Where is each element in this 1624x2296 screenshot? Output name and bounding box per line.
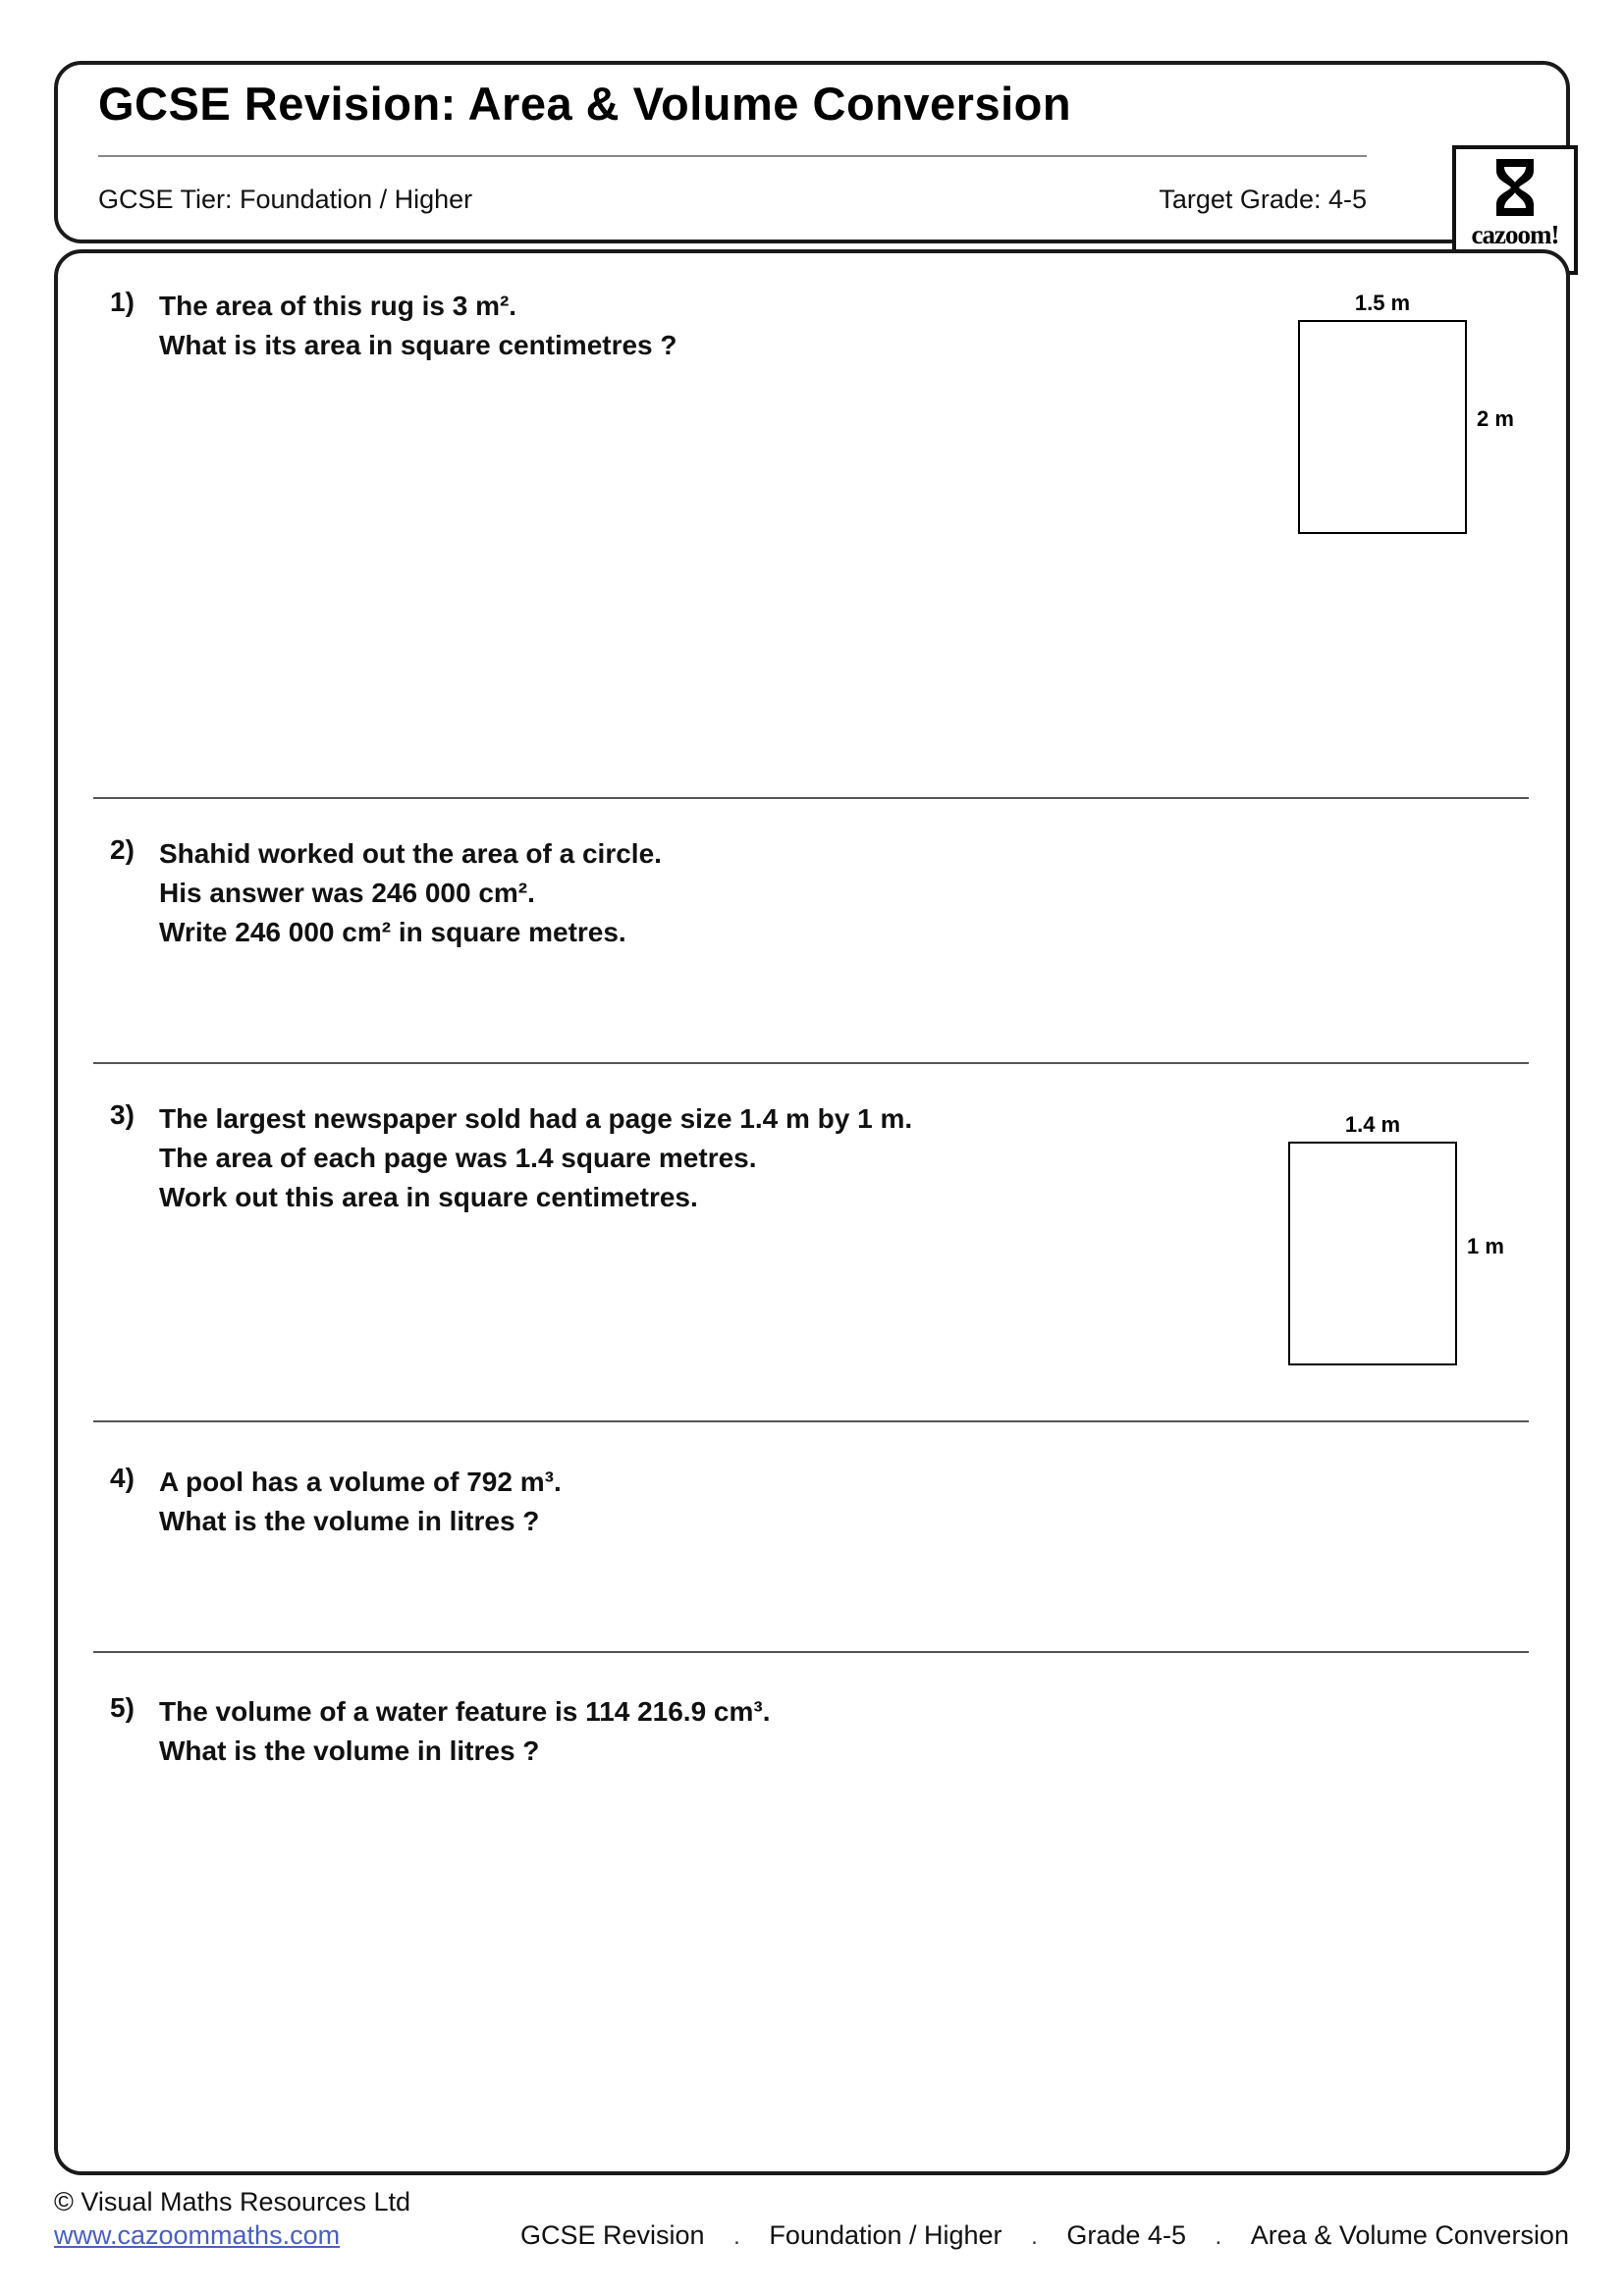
- question-line: Work out this area in square centimetres.: [159, 1182, 698, 1212]
- footer-meta-item: Area & Volume Conversion: [1250, 2220, 1569, 2250]
- question-4: [110, 1463, 562, 1541]
- question-divider: [93, 797, 1529, 799]
- question-line: What is the volume in litres ?: [159, 1506, 540, 1536]
- question-divider: [93, 1062, 1529, 1064]
- diagram-top-label: 1.4 m: [1344, 1112, 1401, 1137]
- footer-website-link[interactable]: www.cazoommaths.com: [54, 2220, 341, 2250]
- diagram-side-label: 1 m: [1467, 1234, 1504, 1258]
- header-divider: [98, 155, 1367, 157]
- logo-text: cazoom!: [1471, 220, 1559, 249]
- question-line: A pool has a volume of 792 m³.: [159, 1467, 562, 1497]
- hourglass-icon: [1492, 157, 1538, 218]
- page-title: GCSE Revision: Area & Volume Conversion: [98, 78, 1072, 130]
- question-line: His answer was 246 000 cm².: [159, 878, 535, 908]
- question-line: The largest newspaper sold had a page size 1.4 m by 1 m.: [159, 1103, 913, 1134]
- footer-meta-item: Foundation / Higher: [769, 2220, 1002, 2250]
- footer-meta: [520, 2220, 1569, 2251]
- tier-label: GCSE Tier: Foundation / Higher: [98, 185, 473, 214]
- question-divider: [93, 1651, 1529, 1653]
- question-line: Shahid worked out the area of a circle.: [159, 838, 662, 869]
- footer-meta-separator: .: [733, 2223, 740, 2250]
- question-5: [110, 1692, 771, 1771]
- question-line: The area of each page was 1.4 square metres.: [159, 1143, 757, 1173]
- question-1: [110, 287, 677, 365]
- diagram-side-label: 2 m: [1477, 406, 1514, 431]
- footer-copyright: © Visual Maths Resources Ltd: [54, 2187, 411, 2216]
- question-number: 3): [110, 1099, 135, 1130]
- footer-meta-separator: .: [1031, 2223, 1038, 2250]
- question-divider: [93, 1420, 1529, 1422]
- newspaper-diagram: [1288, 1112, 1504, 1367]
- rug-diagram: [1298, 291, 1514, 536]
- question-3: [110, 1099, 912, 1217]
- question-line: The area of this rug is 3 m².: [159, 291, 517, 321]
- diagram-top-label: 1.5 m: [1354, 291, 1411, 315]
- footer-meta-item: GCSE Revision: [520, 2220, 705, 2250]
- question-line: Write 246 000 cm² in square metres.: [159, 917, 626, 947]
- question-line: What is the volume in litres ?: [159, 1735, 540, 1766]
- question-number: 1): [110, 287, 135, 317]
- question-line: The volume of a water feature is 114 216.9 cm³.: [159, 1696, 771, 1727]
- footer-meta-separator: .: [1215, 2223, 1222, 2250]
- rectangle-shape: [1288, 1142, 1457, 1365]
- footer-meta-item: Grade 4-5: [1066, 2220, 1186, 2250]
- rectangle-shape: [1298, 320, 1467, 534]
- question-2: [110, 834, 662, 952]
- question-line: What is its area in square centimetres ?: [159, 330, 677, 360]
- question-number: 5): [110, 1692, 135, 1723]
- target-grade-label: Target Grade: 4-5: [1159, 185, 1367, 214]
- question-number: 4): [110, 1463, 135, 1493]
- question-number: 2): [110, 834, 135, 865]
